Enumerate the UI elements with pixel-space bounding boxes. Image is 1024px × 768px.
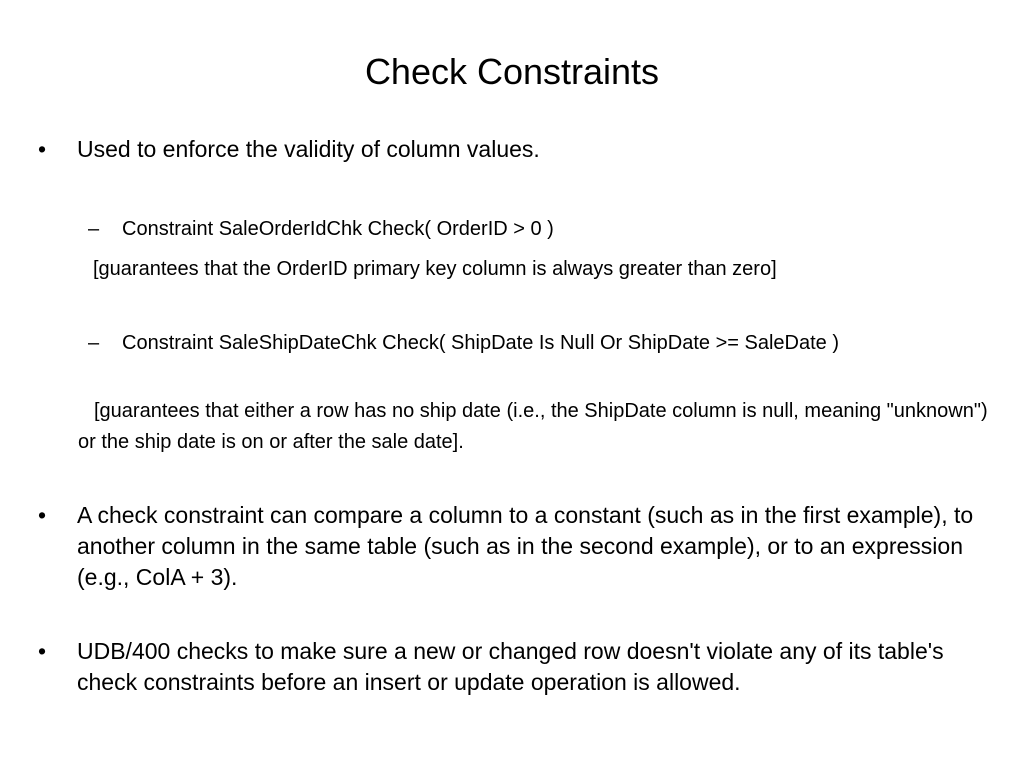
note-text: [guarantees that either a row has no ship date (i.e., the ShipDate column is null, meaning "unknown") or the ship date is on or after the sale date]. (78, 400, 988, 453)
bullet-text: A check constraint can compare a column to a constant (such as in the first example), to another column in the same table (such as in the second example), or to an expression (e.g., ColA + 3). (77, 502, 974, 590)
sub-item-text: Constraint SaleShipDateChk Check( ShipDate Is Null Or ShipDate >= SaleDate ) (122, 332, 840, 354)
sub-item-marker: – (88, 218, 100, 240)
sub-item-text: Constraint SaleOrderIdChk Check( OrderID > 0 ) (122, 218, 554, 240)
note-text: [guarantees that the OrderID primary key column is always greater than zero] (93, 258, 777, 280)
slide-title: Check Constraints (364, 51, 660, 92)
bullet-marker: • (38, 136, 47, 162)
bullet-marker: • (38, 638, 47, 664)
bullet-text: UDB/400 checks to make sure a new or changed row doesn't violate any of its table's check constraints before an insert or update operation is allowed. (77, 638, 944, 695)
bullet-marker: • (38, 502, 47, 528)
bullet-text: Used to enforce the validity of column values. (77, 136, 540, 162)
sub-item-marker: – (88, 332, 100, 354)
